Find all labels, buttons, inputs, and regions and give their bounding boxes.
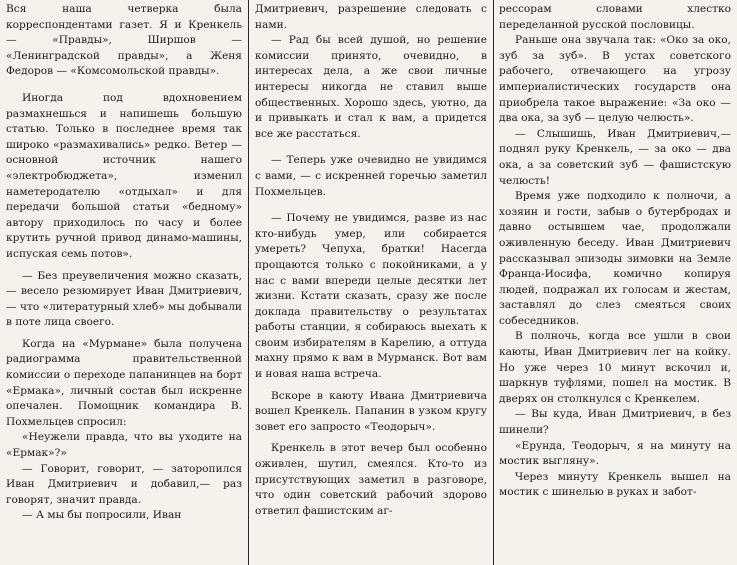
article-paragraph: «Ерунда, Теодорыч, я на минуту на мостик выгляну». (499, 439, 731, 468)
article-paragraph: — Говорит, говорит, — заторопился Иван Дмитриевич и добавил,— раз говорят, значит правда. (6, 462, 242, 506)
article-paragraph: В полночь, когда все ушли в свои каюты, Иван Дмитриевич лег на койку. Но уже через 10 минут вскочил и, шаркнув туфлями, пошел на мостик. В дверях он столкнулся с Кренкелем. (499, 330, 731, 405)
article-paragraph: — Почему не увидимся, разве из нас кто-нибудь умер, или собирается умереть? Чепуха, братки! Насегда прощаются только с покойниками, а у нас с вами впереди целые десятки лет жизни. Кстати сказать, сразу же после доклада правительству о результатах работы станции, я собираюсь выехать к своим избирателям в Карелию, а оттуда махну прямо к вам в Мурманск. Вот вам и новая наша встреча. (255, 212, 487, 381)
column-divider (493, 0, 494, 565)
article-paragraph: Вся наша четверка была корреспондентами газет. Я и Кренкель — «Правды», Ширшов — «Ленинградской правды», а Женя Федоров — «Комсомольской правды». (6, 3, 242, 78)
article-paragraph: — Слышишь, Иван Дмитриевич,— поднял руку Кренкель, — за око — два ока, а за советский зуб — фашистскую челюсть! (499, 127, 731, 187)
article-paragraph: Время уже подходило к полночи, а хозяин и гости, забыв о бутербродах и давно остывшем чае, продолжали оживленную беседу. Иван Дмитриевич рассказывал эпизоды зимовки на Земле Франца-Иосифа, комично копируя людей, подражал их голосам и жестам, заставлял до слез смеяться своих собеседников. (499, 190, 731, 327)
article-column-1 (6, 2, 242, 563)
article-paragraph: Дмитриевич, разрешение следовать с нами. (255, 3, 487, 31)
article-paragraph: Вскоре в каюту Ивана Дмитриевича вошел Кренкель. Папанин в узком кругу зовет его запросто «Теодорыч». (255, 389, 487, 433)
article-paragraph: Через минуту Кренкель вышел на мостик с шинелью в руках и забот- (499, 470, 731, 499)
article-paragraph: Кренкель в этот вечер был особенно оживлен, шутил, смеялся. Кто-то из присутствующих заметил в разговоре, что один советский рабочий здорово ответил фашистским аг- (255, 442, 487, 517)
column-divider (248, 0, 249, 565)
article-paragraph: — Теперь уже очевидно не увидимся с вами, — с искренней горечью заметил Похмельцев. (255, 154, 487, 198)
article-paragraph: рессорам словами хлестко переделанной русской пословицы. (499, 3, 731, 31)
article-column-3 (499, 2, 731, 563)
article-paragraph: Иногда под вдохновением размахнешься и напишешь большую статью. Только в последнее время так широко «размахивались» редко. Ветер — основной источник нашего «электробюджета», изменил наметеродателю «отдыхал» и для передачи большой статьи «бедному» автору приходилось по часу и более крутить ручной привод динамо-машины, испуская семь потов». (6, 91, 242, 260)
article-column-2 (255, 2, 487, 563)
article-paragraph: «Неужели правда, что вы уходите на «Ермак»?» (6, 431, 242, 460)
article-paragraph: Раньше она звучала так: «Око за око, зуб за зуб». В устах советского рабочего, отвечающего на угрозу империалистических государств она приобрела такое выражение: «За око — два ока, за зуб — целую челюсть». (499, 34, 731, 125)
article-paragraph: — А мы бы попросили, Иван (22, 509, 182, 522)
article-paragraph: — Рад бы всей душой, но решение комиссии принято, очевидно, в интересах дела, а же свои личные интересы никогда не ставил выше общественных. Хорошо здесь, уютно, да и привыкать и стал к вам, а придется все же расстаться. (255, 34, 487, 140)
article-paragraph: — Без преувеличения можно сказать, — весело резюмирует Иван Дмитриевич, — что «литературный хлеб» мы добывали в поте лица своего. (6, 269, 242, 329)
article-paragraph: — Вы куда, Иван Дмитриевич, в без шинели? (499, 408, 731, 437)
article-paragraph: Когда на «Мурмане» была получена радиограмма правительственной комиссии о переходе папанинцев на борт «Ермака», личный состав был искренне опечален. Помощник командира В. Похмельцев спросил: (6, 337, 242, 428)
